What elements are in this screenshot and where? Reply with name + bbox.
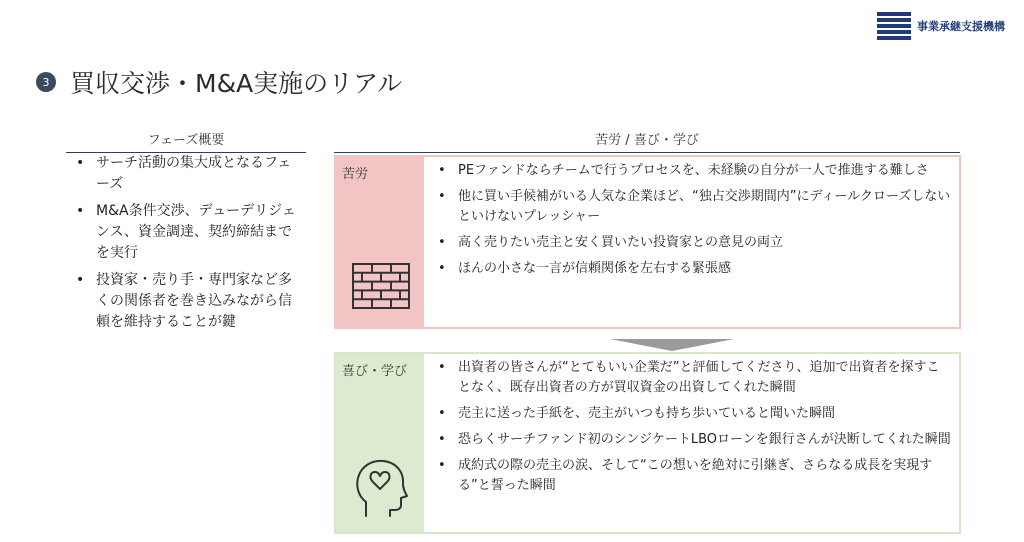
page-title: 買収交渉・M&A実施のリアル (70, 69, 403, 98)
hardships-list (424, 157, 959, 327)
list-item: • 出資者の皆さんが“とてもいい企業だ”と評価してくださり、追加で出資者を探すことなく、既存出資者の方が買収資金の出資してくれた瞬間 (436, 358, 951, 398)
list-item: • ほんの小さな一言が信頼関係を左右する緊張感 (436, 259, 951, 279)
list-item: • 高く売りたい売主と安く買いたい投資家との意見の両立 (436, 233, 951, 253)
joys-learnings-card (334, 352, 961, 534)
phase-overview-heading: フェーズ概要 (66, 129, 306, 153)
section-number-badge: 3 (36, 72, 56, 92)
hardships-learnings-heading: 苦労 / 喜び・学び (334, 129, 960, 153)
list-item: • 他に買い手候補がいる人気な企業ほど、“独占交渉期間内”にディールクローズしないといけないプレッシャー (436, 187, 951, 227)
brick-wall-icon (352, 263, 410, 313)
hardships-label: 苦労 (342, 167, 369, 182)
logo-stripes-icon (877, 12, 911, 40)
head-with-heart-icon (352, 456, 408, 522)
brand-logo (877, 12, 1005, 40)
list-item: • PEファンドならチームで行うプロセスを、未経験の自分が一人で推進する難しさ (436, 161, 951, 181)
slide-title (36, 64, 402, 100)
hardships-card (334, 155, 961, 329)
list-item: • M&A条件交渉、デューデリジェンス、資金調達、契約締結までを実行 (70, 201, 302, 264)
list-item: • サーチ活動の集大成となるフェーズ (70, 153, 302, 195)
list-item: • 恐らくサーチファンド初のシンジケートLBOローンを銀行さんが決断してくれた瞬間 (436, 430, 951, 450)
hardships-side-panel (336, 157, 424, 327)
logo-text: 事業承継支援機構 (917, 20, 1005, 33)
joys-side-panel (336, 354, 424, 532)
list-item: • 売主に送った手紙を、売主がいつも持ち歩いていると聞いた瞬間 (436, 404, 951, 424)
phase-overview-list (70, 153, 302, 339)
joys-list (424, 354, 959, 532)
joys-label: 喜び・学び (342, 364, 408, 379)
list-item: • 成約式の際の売主の涙、そして“この想いを絶対に引継ぎ、さらなる成長を実現する”と誓った瞬間 (436, 456, 951, 496)
list-item: • 投資家・売り手・専門家など多くの関係者を巻き込みながら信頼を維持することが鍵 (70, 270, 302, 333)
